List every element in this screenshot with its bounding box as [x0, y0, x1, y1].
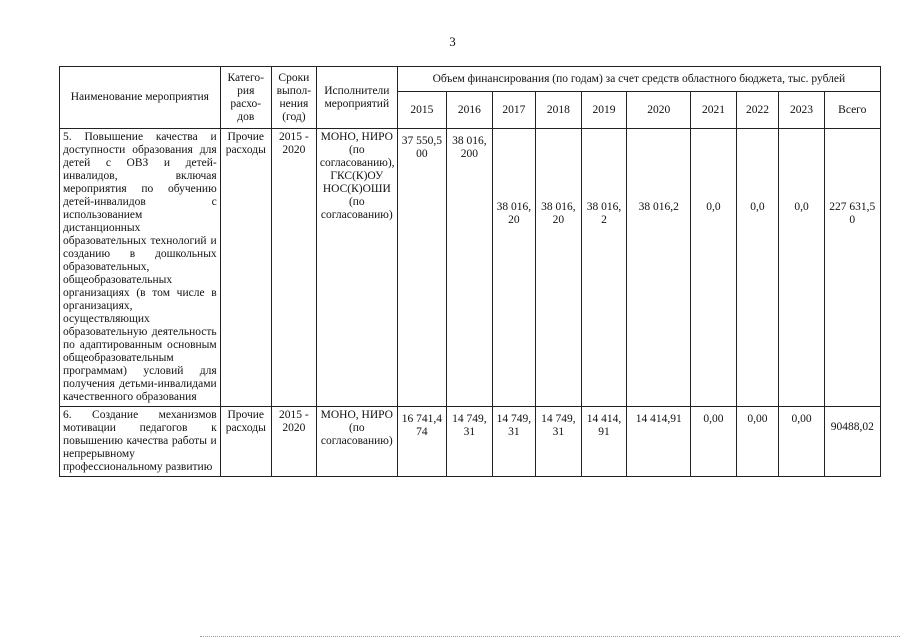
- value-2017: 38 016,20: [492, 129, 535, 407]
- row-name: 5. Повышение качества и доступности образования для детей с ОВЗ и детей-инвалидов, включая мероприятия по обучению детей-инвалидов с использованием дистанционных образовательных технологий и созданию в дошкольных образовательных, общеобразовательных организациях (в том числе в организациях, осуществляющих образовательную деятельность по адаптированным основным общеобразовательным программам) условий для получения детьми-инвалидами качественного образования: [60, 129, 221, 407]
- value-2015: 16 741,474: [397, 407, 446, 477]
- header-funding: Объем финансирования (по годам) за счет средств областного бюджета, тыс. рублей: [397, 67, 880, 92]
- value-2023: 0,0: [779, 129, 824, 407]
- header-year-2019: 2019: [581, 92, 626, 129]
- page-number: 3: [449, 34, 456, 49]
- row-period: 2015 - 2020: [271, 129, 316, 407]
- row-category: Прочие расходы: [220, 407, 271, 477]
- table-row: [60, 407, 881, 477]
- header-year-2021: 2021: [691, 92, 736, 129]
- header-year-2015: 2015: [397, 92, 446, 129]
- value-2022: 0,00: [736, 407, 779, 477]
- header-year-2018: 2018: [535, 92, 581, 129]
- value-2020: 38 016,2: [626, 129, 690, 407]
- row-category: Прочие расходы: [220, 129, 271, 407]
- page-bottom-divider: [200, 636, 900, 637]
- header-total: Всего: [824, 92, 880, 129]
- value-2022: 0,0: [736, 129, 779, 407]
- value-2018: 14 749,31: [535, 407, 581, 477]
- header-category: Катего-рия расхо-дов: [220, 67, 271, 129]
- header-year-2023: 2023: [779, 92, 824, 129]
- header-year-2016: 2016: [446, 92, 492, 129]
- row-executors: МОНО, НИРО (по согласованию): [316, 407, 397, 477]
- header-period: Сроки выпол-нения (год): [271, 67, 316, 129]
- header-executors: Исполнители мероприятий: [316, 67, 397, 129]
- value-2020: 14 414,91: [626, 407, 690, 477]
- value-2023: 0,00: [779, 407, 824, 477]
- value-2017: 14 749,31: [492, 407, 535, 477]
- value-total: 227 631,50: [824, 129, 880, 407]
- header-name: Наименование мероприятия: [60, 67, 221, 129]
- row-period: 2015 - 2020: [271, 407, 316, 477]
- value-2019: 38 016,2: [581, 129, 626, 407]
- table-row: [60, 129, 881, 407]
- value-total: 90488,02: [824, 407, 880, 477]
- header-year-2017: 2017: [492, 92, 535, 129]
- value-2015: 37 550,500: [397, 129, 446, 407]
- value-2016: 38 016,200: [446, 129, 492, 407]
- value-2021: 0,0: [691, 129, 736, 407]
- row-name: 6. Создание механизмов мотивации педагогов к повышению качества работы и непрерывному профессиональному развитию: [60, 407, 221, 477]
- funding-table: [59, 66, 881, 477]
- value-2019: 14 414,91: [581, 407, 626, 477]
- value-2016: 14 749,31: [446, 407, 492, 477]
- header-year-2020: 2020: [626, 92, 690, 129]
- value-2021: 0,00: [691, 407, 736, 477]
- header-year-2022: 2022: [736, 92, 779, 129]
- row-executors: МОНО, НИРО (по согласованию), ГКС(К)ОУ НОС(К)ОШИ (по согласованию): [316, 129, 397, 407]
- value-2018: 38 016,20: [535, 129, 581, 407]
